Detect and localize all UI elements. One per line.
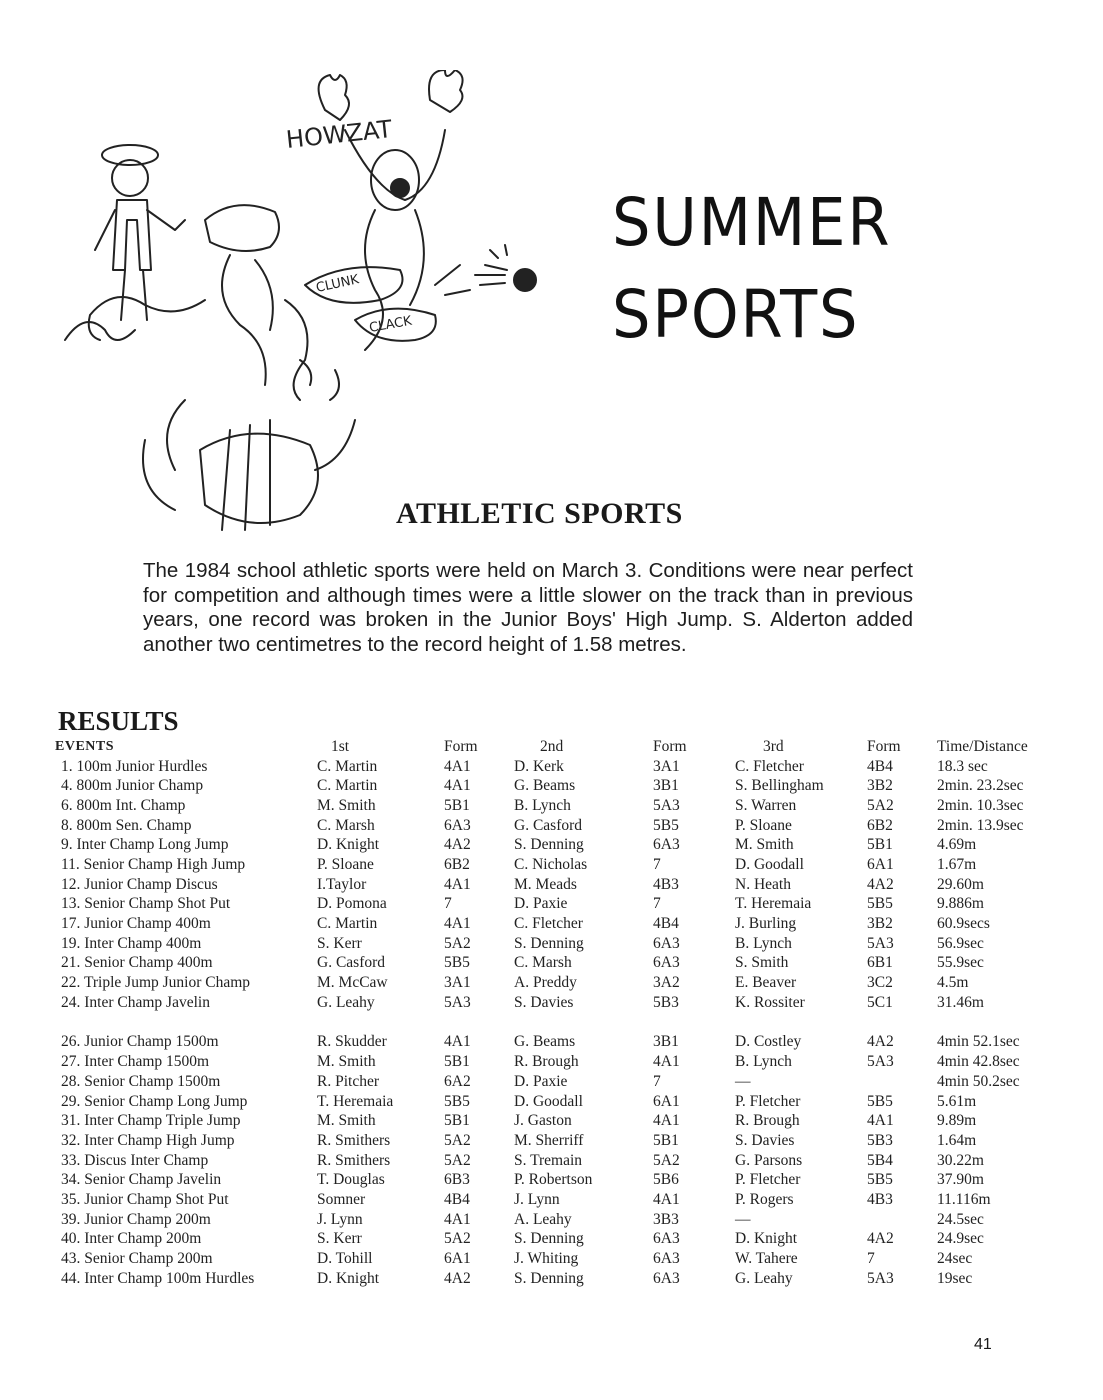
time-distance: 29.60m	[937, 875, 984, 893]
third-form: 6A1	[867, 855, 894, 873]
third-form: 5A3	[867, 1269, 894, 1287]
third-form	[867, 1072, 937, 1092]
time-distance: 31.46m	[937, 993, 984, 1011]
first-place: R. Pitcher	[317, 1072, 379, 1090]
event-name: 40. Inter Champ 200m	[61, 1230, 202, 1248]
first-place: M. Smith	[317, 1112, 376, 1130]
section-title: ATHLETIC SPORTS	[396, 497, 683, 530]
first-form: 5B1	[444, 796, 470, 814]
first-form: 4A1	[444, 1210, 471, 1228]
first-place: D. Pomona	[317, 895, 387, 913]
second-place: S. Denning	[514, 836, 584, 854]
first-form: 4A1	[444, 757, 471, 775]
second-place: C. Nicholas	[514, 855, 588, 873]
table-row	[55, 1052, 1057, 1072]
time-distance: 5.61m	[937, 1092, 977, 1110]
time-distance: 4min 42.8sec	[937, 1053, 1020, 1071]
third-place: D. Goodall	[735, 855, 804, 873]
header-third: 3rd	[763, 737, 784, 755]
first-place: T. Heremaia	[317, 1092, 394, 1110]
event-name: 11. Senior Champ High Jump	[61, 855, 246, 873]
event-name: 26. Junior Champ 1500m	[61, 1033, 219, 1051]
first-place: T. Douglas	[317, 1171, 385, 1189]
third-place: S. Bellingham	[735, 777, 824, 795]
third-place: G. Leahy	[735, 1269, 793, 1287]
second-form: 6A3	[653, 954, 680, 972]
results-table	[55, 737, 1057, 1289]
third-place: J. Burling	[735, 915, 797, 933]
third-place: C. Fletcher	[735, 757, 804, 775]
third-place: P. Fletcher	[735, 1171, 801, 1189]
first-place: R. Smithers	[317, 1131, 391, 1149]
table-row	[55, 1033, 1057, 1053]
event-name: 29. Senior Champ Long Jump	[61, 1092, 248, 1110]
second-form: 4A1	[653, 1190, 680, 1208]
first-form: 4A2	[444, 836, 471, 854]
first-place: I.Taylor	[317, 875, 367, 893]
second-place: A. Leahy	[514, 1210, 572, 1228]
second-form: 6A3	[653, 1230, 680, 1248]
third-place: B. Lynch	[735, 934, 792, 952]
first-form: 4A2	[444, 1269, 471, 1287]
time-distance: 1.67m	[937, 855, 977, 873]
first-place: D. Knight	[317, 836, 379, 854]
first-place: M. McCaw	[317, 974, 388, 992]
header-events: EVENTS	[55, 738, 115, 754]
event-name: 24. Inter Champ Javelin	[61, 993, 210, 1011]
table-row	[55, 875, 1057, 895]
second-form: 7	[653, 1072, 661, 1090]
second-form: 4A1	[653, 1112, 680, 1130]
table-row	[55, 757, 1057, 777]
header-time: Time/Distance	[937, 737, 1028, 755]
event-name: 33. Discus Inter Champ	[61, 1151, 209, 1169]
cartoon-sound-clack: CLACK	[368, 313, 413, 336]
event-name: 34. Senior Champ Javelin	[61, 1171, 222, 1189]
third-form: 4A2	[867, 875, 894, 893]
third-form: 5A3	[867, 1053, 894, 1071]
second-form: 3A1	[653, 757, 680, 775]
results-group-b	[55, 1033, 1057, 1289]
time-distance: 55.9sec	[937, 954, 984, 972]
first-place: D. Tohill	[317, 1250, 373, 1268]
third-form: 6B2	[867, 816, 893, 834]
first-place: J. Lynn	[317, 1210, 363, 1228]
first-form: 4A1	[444, 875, 471, 893]
second-form: 5B5	[653, 816, 679, 834]
first-place: G. Leahy	[317, 993, 375, 1011]
first-place: C. Martin	[317, 757, 378, 775]
cartoon-illustration	[55, 70, 600, 540]
first-form: 5B1	[444, 1053, 470, 1071]
time-distance: 1.64m	[937, 1131, 977, 1149]
event-name: 31. Inter Champ Triple Jump	[61, 1112, 241, 1130]
event-name: 8. 800m Sen. Champ	[61, 816, 192, 834]
time-distance: 37.90m	[937, 1171, 984, 1189]
event-name: 12. Junior Champ Discus	[61, 875, 218, 893]
first-form: 6B3	[444, 1171, 470, 1189]
second-form: 3B1	[653, 777, 679, 795]
header-sports: SPORTS	[612, 276, 860, 353]
third-place: G. Parsons	[735, 1151, 803, 1169]
event-name: 4. 800m Junior Champ	[61, 777, 204, 795]
first-form: 5B5	[444, 954, 470, 972]
table-row	[55, 1072, 1057, 1092]
time-distance: 2min. 10.3sec	[937, 796, 1024, 814]
header-form1: Form	[444, 737, 478, 755]
event-name: 19. Inter Champ 400m	[61, 934, 202, 952]
header-second: 2nd	[540, 737, 564, 755]
second-place: S. Denning	[514, 1269, 584, 1287]
third-place: P. Fletcher	[735, 1092, 801, 1110]
time-distance: 19sec	[937, 1269, 973, 1287]
second-form: 4B3	[653, 875, 679, 893]
second-place: C. Marsh	[514, 954, 572, 972]
third-form: 7	[867, 1250, 875, 1268]
time-distance: 11.116m	[937, 1190, 991, 1208]
event-name: 13. Senior Champ Shot Put	[61, 895, 231, 913]
third-place: W. Tahere	[735, 1250, 798, 1268]
cartoon-exclaim: HOWZAT	[284, 115, 394, 154]
event-name: 44. Inter Champ 100m Hurdles	[61, 1269, 255, 1287]
second-place: D. Kerk	[514, 757, 564, 775]
first-form: 4B4	[444, 1190, 470, 1208]
table-row	[55, 816, 1057, 836]
table-row	[55, 1230, 1057, 1250]
event-name: 32. Inter Champ High Jump	[61, 1131, 235, 1149]
second-place: S. Denning	[514, 1230, 584, 1248]
first-place: P. Sloane	[317, 855, 374, 873]
second-form: 5A2	[653, 1151, 680, 1169]
header-first: 1st	[331, 737, 350, 755]
first-form: 6A1	[444, 1250, 471, 1268]
first-form: 4A1	[444, 777, 471, 795]
third-form: 3B2	[867, 915, 893, 933]
cartoon-sound-clunk: CLUNK	[314, 272, 361, 296]
first-form: 4A1	[444, 915, 471, 933]
time-distance: 2min. 23.2sec	[937, 777, 1024, 795]
time-distance: 4.69m	[937, 836, 977, 854]
table-row	[55, 895, 1057, 915]
third-place: P. Rogers	[735, 1190, 794, 1208]
second-place: B. Lynch	[514, 796, 571, 814]
third-form: 3B2	[867, 777, 893, 795]
first-place: S. Kerr	[317, 934, 362, 952]
results-group-a	[55, 757, 1057, 1013]
second-form: 5B3	[653, 993, 679, 1011]
event-name: 21. Senior Champ 400m	[61, 954, 213, 972]
event-name: 27. Inter Champ 1500m	[61, 1053, 210, 1071]
third-place: —	[735, 1072, 751, 1090]
third-place: N. Heath	[735, 875, 791, 893]
results-gap	[55, 1013, 1057, 1033]
first-place: C. Martin	[317, 777, 378, 795]
table-row	[55, 1111, 1057, 1131]
event-name: 1. 100m Junior Hurdles	[61, 757, 208, 775]
second-place: D. Paxie	[514, 1072, 568, 1090]
first-place: S. Kerr	[317, 1230, 362, 1248]
first-form: 5A2	[444, 1131, 471, 1149]
header-form3: Form	[867, 737, 901, 755]
first-place: C. Martin	[317, 915, 378, 933]
table-row	[55, 993, 1057, 1013]
first-place: R. Skudder	[317, 1033, 387, 1051]
third-form: 5A2	[867, 796, 894, 814]
third-form: 5B1	[867, 836, 893, 854]
first-place: M. Smith	[317, 796, 376, 814]
table-row	[55, 796, 1057, 816]
first-form: 6B2	[444, 855, 470, 873]
time-distance: 56.9sec	[937, 934, 984, 952]
second-place: S. Tremain	[514, 1151, 583, 1169]
table-row	[55, 1170, 1057, 1190]
first-place: D. Knight	[317, 1269, 379, 1287]
first-form: 5A3	[444, 993, 471, 1011]
event-name: 28. Senior Champ 1500m	[61, 1072, 221, 1090]
second-place: M. Meads	[514, 875, 577, 893]
second-place: S. Denning	[514, 934, 584, 952]
time-distance: 24.9sec	[937, 1230, 984, 1248]
event-name: 22. Triple Jump Junior Champ	[61, 974, 251, 992]
time-distance: 18.3 sec	[937, 757, 988, 775]
second-form: 3B3	[653, 1210, 679, 1228]
second-form: 4A1	[653, 1053, 680, 1071]
third-place: E. Beaver	[735, 974, 797, 992]
table-row	[55, 1249, 1057, 1269]
third-place: S. Warren	[735, 796, 797, 814]
second-place: A. Preddy	[514, 974, 577, 992]
second-place: G. Beams	[514, 777, 576, 795]
time-distance: 30.22m	[937, 1151, 984, 1169]
time-distance: 24.5sec	[937, 1210, 984, 1228]
table-row	[55, 1151, 1057, 1171]
page-number: 41	[974, 1336, 992, 1353]
first-place: G. Casford	[317, 954, 386, 972]
event-name: 43. Senior Champ 200m	[61, 1250, 213, 1268]
second-form: 5A3	[653, 796, 680, 814]
first-place: Somner	[317, 1190, 366, 1208]
second-form: 6A1	[653, 1092, 680, 1110]
second-form: 6A3	[653, 934, 680, 952]
third-form: 4A1	[867, 1112, 894, 1130]
first-form: 7	[444, 895, 452, 913]
time-distance: 4min 52.1sec	[937, 1033, 1020, 1051]
first-form: 4A1	[444, 1033, 471, 1051]
intro-paragraph: The 1984 school athletic sports were held on March 3. Conditions were near perfect for competition and although times were a little slower on the track than in previous years, one record was broken in the Junior Boys' High Jump. S. Alderton added another two centimetres to the record height of 1.58 metres.	[143, 559, 913, 656]
third-form: 4A2	[867, 1230, 894, 1248]
time-distance: 4.5m	[937, 974, 969, 992]
first-place: M. Smith	[317, 1053, 376, 1071]
table-row	[55, 934, 1057, 954]
third-form: 5B5	[867, 1092, 893, 1110]
second-form: 6A3	[653, 1269, 680, 1287]
third-place: K. Rossiter	[735, 993, 805, 1011]
results-header-row	[55, 737, 1057, 757]
third-form: 5A3	[867, 934, 894, 952]
event-name: 6. 800m Int. Champ	[61, 796, 186, 814]
second-form: 3A2	[653, 974, 680, 992]
third-form: 6B1	[867, 954, 893, 972]
time-distance: 9.886m	[937, 895, 984, 913]
second-form: 7	[653, 855, 661, 873]
first-form: 6A2	[444, 1072, 471, 1090]
table-row	[55, 1269, 1057, 1289]
second-place: C. Fletcher	[514, 915, 583, 933]
table-row	[55, 973, 1057, 993]
third-form: 5B4	[867, 1151, 893, 1169]
second-place: M. Sherriff	[514, 1131, 584, 1149]
first-form: 5B5	[444, 1092, 470, 1110]
second-form: 3B1	[653, 1033, 679, 1051]
event-name: 39. Junior Champ 200m	[61, 1210, 211, 1228]
first-form: 6A3	[444, 816, 471, 834]
second-place: D. Goodall	[514, 1092, 583, 1110]
first-form: 5B1	[444, 1112, 470, 1130]
table-row	[55, 1190, 1057, 1210]
second-form: 6A3	[653, 836, 680, 854]
time-distance: 60.9secs	[937, 915, 990, 933]
second-place: J. Gaston	[514, 1112, 572, 1130]
table-row	[55, 1092, 1057, 1112]
second-form: 7	[653, 895, 661, 913]
third-form: 5C1	[867, 993, 893, 1011]
third-place: —	[735, 1210, 751, 1228]
second-form: 4B4	[653, 915, 679, 933]
second-place: G. Casford	[514, 816, 583, 834]
second-place: R. Brough	[514, 1053, 579, 1071]
second-place: P. Robertson	[514, 1171, 593, 1189]
second-place: S. Davies	[514, 993, 574, 1011]
header-summer: SUMMER	[612, 184, 892, 261]
event-name: 17. Junior Champ 400m	[61, 915, 211, 933]
second-form: 5B1	[653, 1131, 679, 1149]
first-form: 5A2	[444, 934, 471, 952]
third-form: 5B5	[867, 895, 893, 913]
table-row	[55, 855, 1057, 875]
first-form: 5A2	[444, 1151, 471, 1169]
third-place: D. Knight	[735, 1230, 797, 1248]
third-place: P. Sloane	[735, 816, 792, 834]
results-heading: RESULTS	[58, 706, 179, 736]
table-row	[55, 914, 1057, 934]
second-form: 5B6	[653, 1171, 679, 1189]
third-form: 5B5	[867, 1171, 893, 1189]
second-place: J. Lynn	[514, 1190, 560, 1208]
third-form: 3C2	[867, 974, 893, 992]
table-row	[55, 1210, 1057, 1230]
third-form	[867, 1210, 937, 1230]
time-distance: 4min 50.2sec	[937, 1072, 1020, 1090]
third-form: 4B4	[867, 757, 893, 775]
first-form: 5A2	[444, 1230, 471, 1248]
time-distance: 2min. 13.9sec	[937, 816, 1024, 834]
time-distance: 9.89m	[937, 1112, 977, 1130]
time-distance: 24sec	[937, 1250, 973, 1268]
third-place: D. Costley	[735, 1033, 802, 1051]
third-form: 5B3	[867, 1131, 893, 1149]
third-form: 4A2	[867, 1033, 894, 1051]
third-place: S. Smith	[735, 954, 789, 972]
event-name: 35. Junior Champ Shot Put	[61, 1190, 229, 1208]
table-row	[55, 954, 1057, 974]
table-row	[55, 835, 1057, 855]
third-place: B. Lynch	[735, 1053, 792, 1071]
first-place: R. Smithers	[317, 1151, 391, 1169]
third-place: R. Brough	[735, 1112, 800, 1130]
first-form: 3A1	[444, 974, 471, 992]
second-place: G. Beams	[514, 1033, 576, 1051]
second-place: D. Paxie	[514, 895, 568, 913]
third-place: S. Davies	[735, 1131, 795, 1149]
second-form: 6A3	[653, 1250, 680, 1268]
second-place: J. Whiting	[514, 1250, 579, 1268]
third-place: T. Heremaia	[735, 895, 812, 913]
table-row	[55, 776, 1057, 796]
first-place: C. Marsh	[317, 816, 375, 834]
event-name: 9. Inter Champ Long Jump	[61, 836, 229, 854]
table-row	[55, 1131, 1057, 1151]
header-form2: Form	[653, 737, 687, 755]
third-form: 4B3	[867, 1190, 893, 1208]
third-place: M. Smith	[735, 836, 794, 854]
